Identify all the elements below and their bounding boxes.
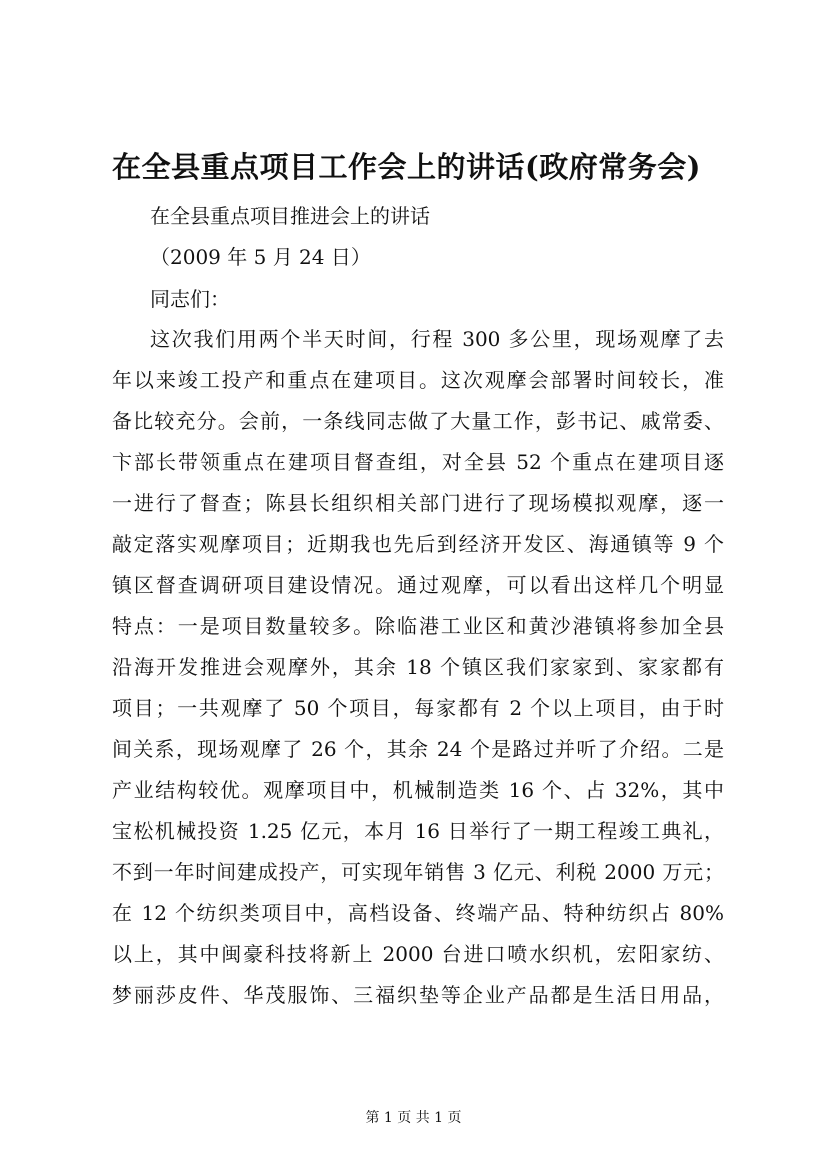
body-line: 卞部长带领重点在建项目督查组，对全县 52 个重点在建项目逐 bbox=[112, 450, 724, 474]
body-line: 镇区督查调研项目建设情况。通过观摩，可以看出这样几个明显 bbox=[112, 573, 724, 597]
body-line: 在 12 个纺织类项目中，高档设备、终端产品、特种纺织占 80% bbox=[112, 901, 724, 925]
document-subtitle: 在全县重点项目推进会上的讲话 bbox=[150, 204, 430, 228]
body-line: 沿海开发推进会观摩外，其余 18 个镇区我们家家到、家家都有 bbox=[112, 655, 724, 679]
document-title: 在全县重点项目工作会上的讲话(政府常务会) bbox=[112, 150, 701, 184]
body-line: 这次我们用两个半天时间，行程 300 多公里，现场观摩了去 bbox=[150, 327, 724, 351]
body-line: 不到一年时间建成投产，可实现年销售 3 亿元、利税 2000 万元； bbox=[112, 860, 724, 884]
body-line: 特点：一是项目数量较多。除临港工业区和黄沙港镇将参加全县 bbox=[112, 614, 724, 638]
body-line: 敲定落实观摩项目；近期我也先后到经济开发区、海通镇等 9 个 bbox=[112, 532, 724, 556]
body-line: 间关系，现场观摩了 26 个，其余 24 个是路过并听了介绍。二是 bbox=[112, 737, 724, 761]
body-line: 宝松机械投资 1.25 亿元，本月 16 日举行了一期工程竣工典礼， bbox=[112, 819, 724, 843]
document-date: （2009 年 5 月 24 日） bbox=[150, 245, 371, 269]
body-line: 年以来竣工投产和重点在建项目。这次观摩会部署时间较长，准 bbox=[112, 368, 724, 392]
body-line: 一进行了督查；陈县长组织相关部门进行了现场模拟观摩，逐一 bbox=[112, 491, 724, 515]
page-footer: 第 1 页 共 1 页 bbox=[365, 1110, 462, 1126]
body-line: 以上，其中闽豪科技将新上 2000 台进口喷水织机，宏阳家纺、 bbox=[112, 942, 724, 966]
body-line: 项目；一共观摩了 50 个项目，每家都有 2 个以上项目，由于时 bbox=[112, 696, 724, 720]
body-line: 备比较充分。会前，一条线同志做了大量工作，彭书记、戚常委、 bbox=[112, 409, 724, 433]
salutation: 同志们： bbox=[150, 287, 230, 311]
body-line: 梦丽莎皮件、华茂服饰、三福织垫等企业产品都是生活日用品， bbox=[112, 983, 724, 1007]
body-line: 产业结构较优。观摩项目中，机械制造类 16 个、占 32%，其中 bbox=[112, 778, 724, 802]
